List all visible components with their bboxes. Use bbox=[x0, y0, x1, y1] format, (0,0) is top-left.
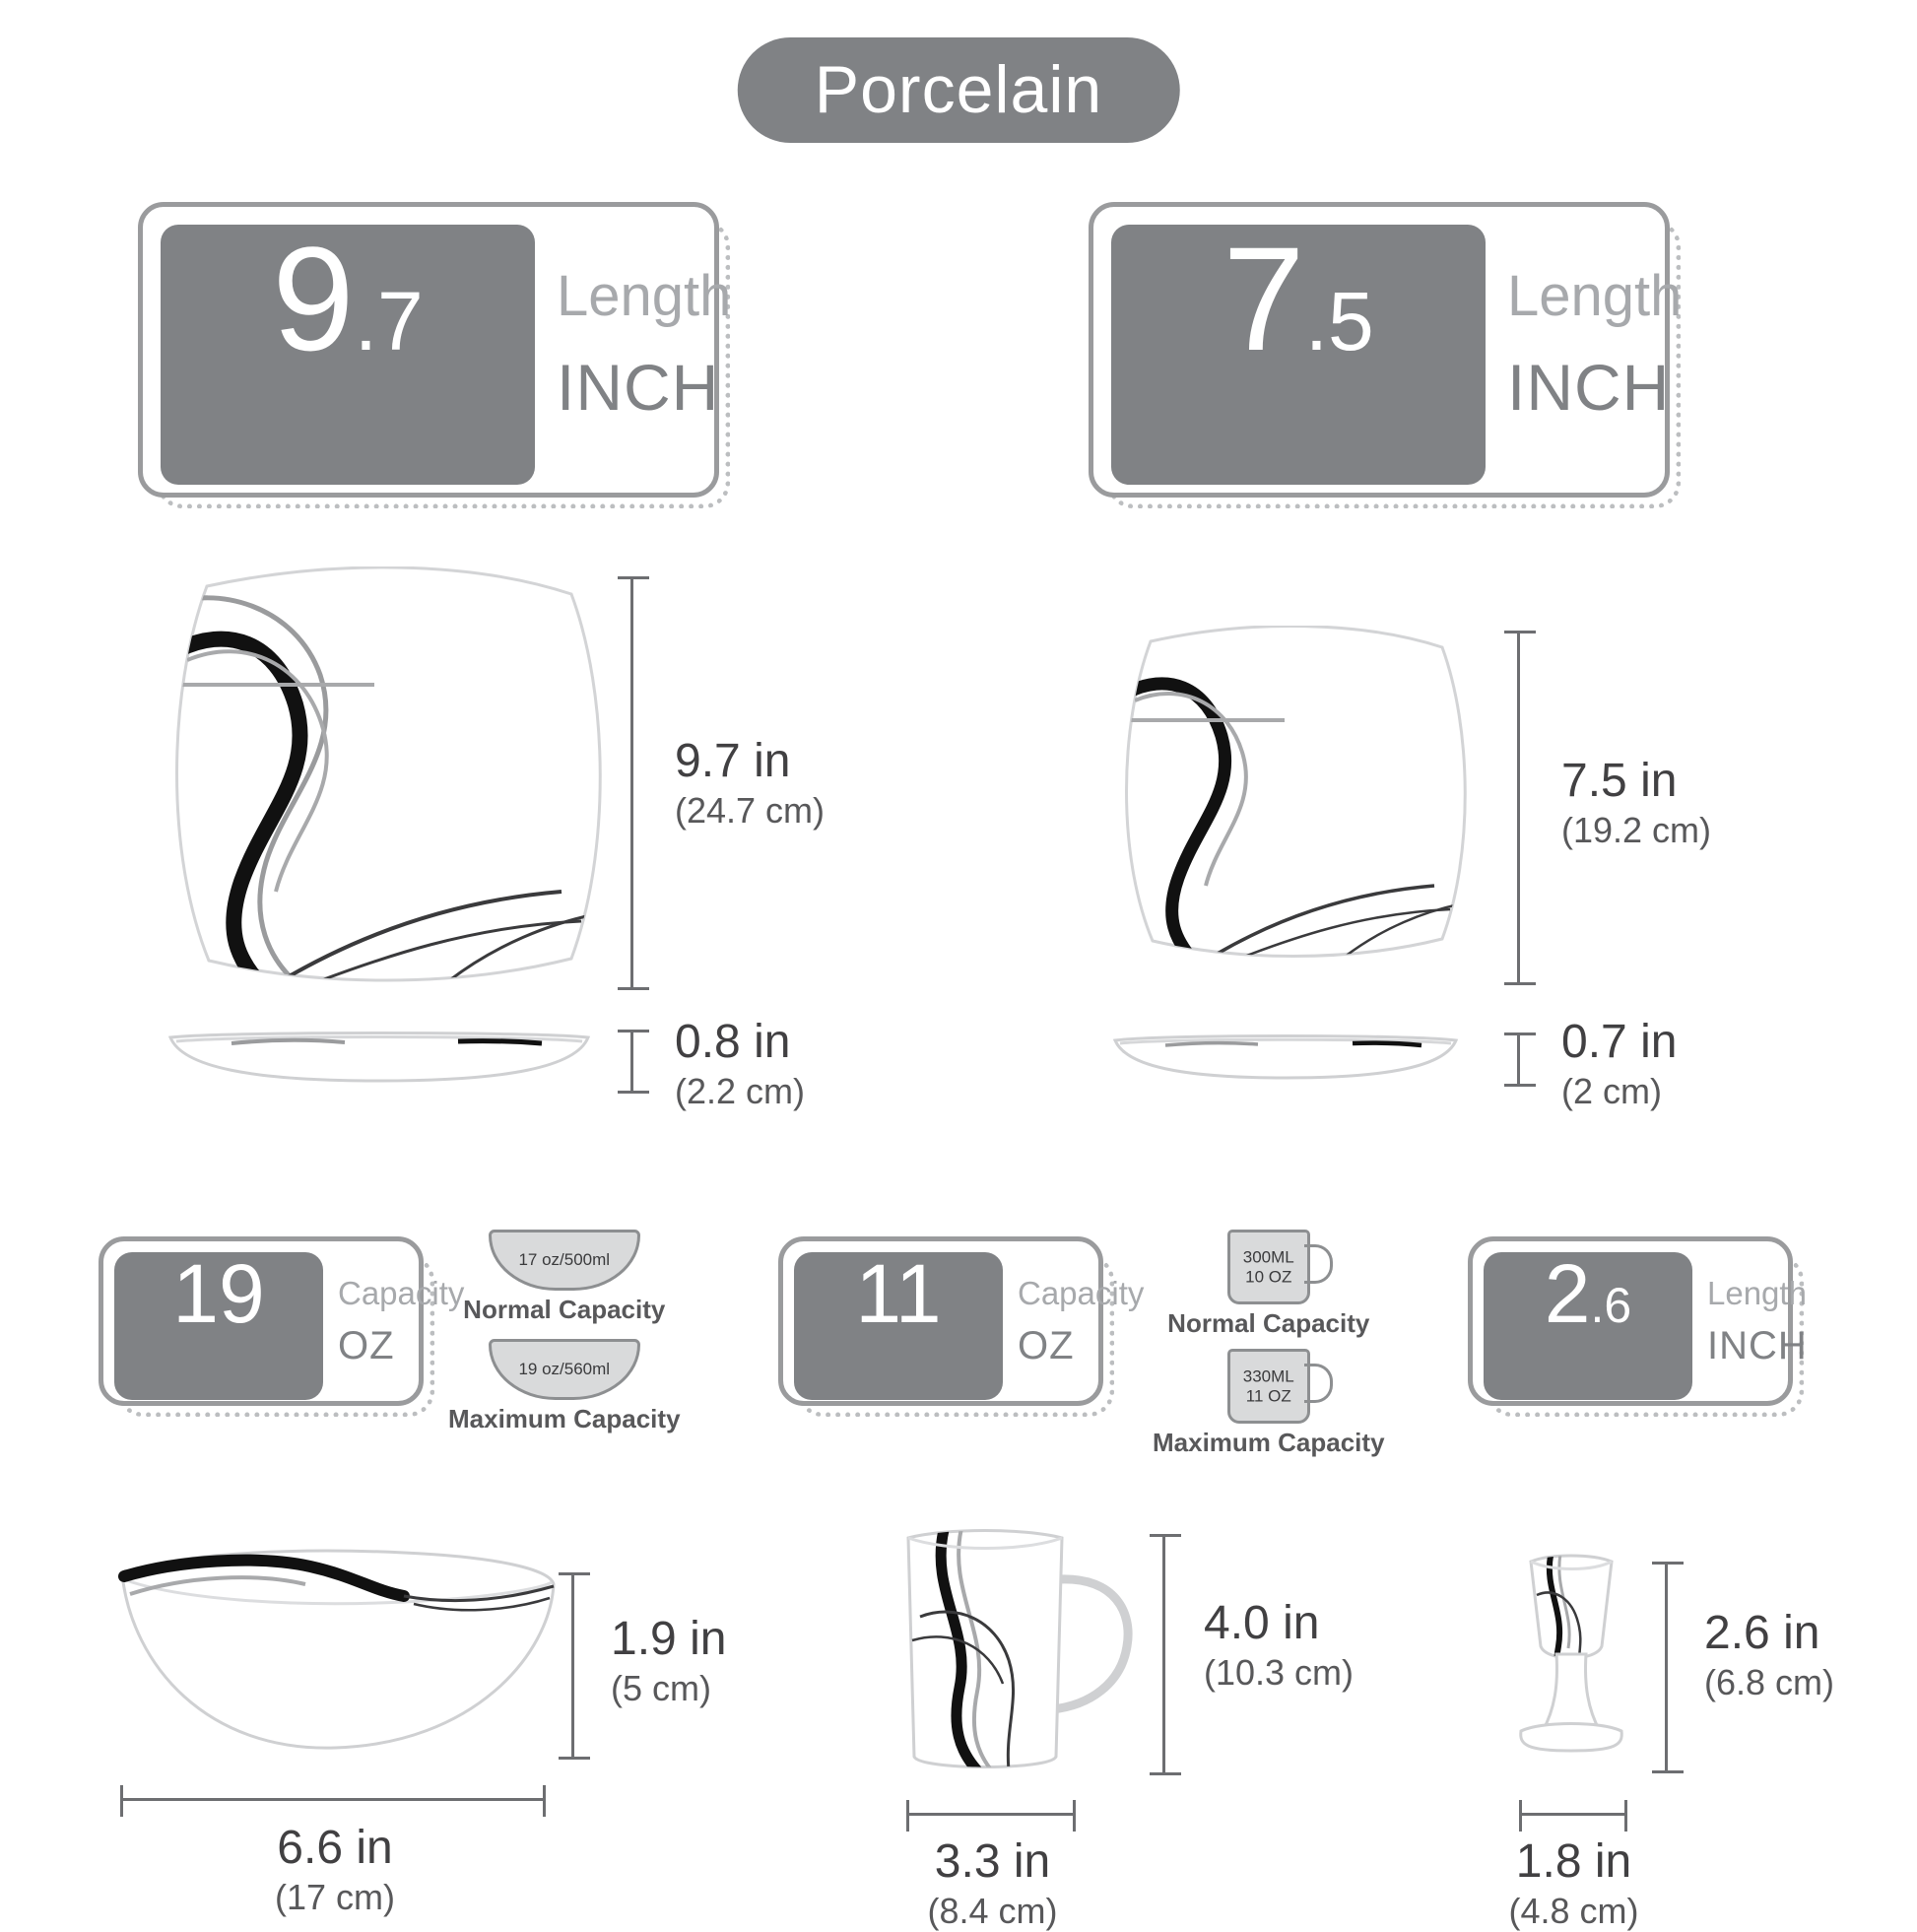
bowl-icon bbox=[489, 1230, 640, 1291]
dim-label-dinner-plate-height bbox=[675, 734, 825, 832]
mug-maximum-caption: Maximum Capacity bbox=[1153, 1428, 1385, 1457]
badge-value-block bbox=[794, 1247, 1003, 1400]
mug-normal-ml: 300ML bbox=[1242, 1247, 1294, 1267]
mug-normal-oz: 10 OZ bbox=[1245, 1267, 1292, 1286]
dim-line-egg-cup-width bbox=[1519, 1813, 1627, 1816]
mug-maximum-capacity bbox=[1153, 1349, 1385, 1458]
bowl-image bbox=[108, 1547, 562, 1773]
badge-value-int: 19 bbox=[172, 1247, 265, 1340]
badge-value-dec: .5 bbox=[1304, 275, 1374, 367]
badge-value-block bbox=[114, 1247, 323, 1400]
value-cm: (8.4 cm) bbox=[927, 1890, 1058, 1931]
dim-line-dessert-plate-thickness bbox=[1517, 1033, 1520, 1087]
dim-label-mug-width bbox=[887, 1834, 1098, 1932]
badge-value-int: 11 bbox=[855, 1247, 942, 1340]
mug-max-oz: 11 OZ bbox=[1245, 1386, 1291, 1405]
badge-unit: INCH bbox=[557, 351, 720, 424]
value-inch: 0.7 in bbox=[1561, 1016, 1678, 1068]
badge-unit: INCH bbox=[1507, 351, 1671, 424]
badge-value-int: 2 bbox=[1544, 1247, 1591, 1340]
mug-max-value bbox=[1243, 1366, 1294, 1405]
badge-unit: OZ bbox=[338, 1324, 395, 1367]
dim-line-mug-height bbox=[1162, 1534, 1165, 1775]
mug-normal-caption: Normal Capacity bbox=[1167, 1308, 1370, 1338]
dim-label-dessert-plate-height bbox=[1561, 754, 1711, 851]
value-cm: (10.3 cm) bbox=[1204, 1651, 1355, 1693]
badge-value-block bbox=[1111, 216, 1486, 485]
mug-normal-value bbox=[1243, 1247, 1294, 1286]
value-inch: 6.6 in bbox=[277, 1822, 393, 1874]
badge-mug-capacity bbox=[778, 1236, 1145, 1406]
badge-label: Length bbox=[1707, 1275, 1807, 1311]
dim-line-dinner-plate-thickness bbox=[630, 1030, 633, 1094]
bowl-max-value: 19 oz/560ml bbox=[518, 1360, 611, 1379]
badge-label: Length bbox=[557, 264, 732, 328]
badge-value-int: 9 bbox=[272, 216, 355, 381]
egg-cup-image bbox=[1497, 1552, 1645, 1778]
badge-label: Capacity bbox=[338, 1275, 465, 1311]
dim-label-bowl-height bbox=[611, 1612, 726, 1709]
dim-label-egg-cup-height bbox=[1704, 1606, 1834, 1703]
dim-label-egg-cup-width bbox=[1473, 1834, 1675, 1932]
badge-label: Capacity bbox=[1018, 1275, 1145, 1311]
dim-line-dessert-plate-height bbox=[1517, 631, 1520, 985]
value-inch: 0.8 in bbox=[675, 1016, 791, 1068]
dinner-plate-side-image bbox=[163, 1020, 596, 1089]
badge-value-dec: .6 bbox=[1590, 1278, 1632, 1333]
dessert-plate-side-image bbox=[1108, 1025, 1463, 1086]
dim-line-mug-width bbox=[906, 1813, 1076, 1816]
bowl-capacity-graphics bbox=[448, 1230, 681, 1434]
bowl-maximum-capacity bbox=[448, 1339, 681, 1434]
bowl-icon bbox=[489, 1339, 640, 1400]
badge-egg-cup-length bbox=[1468, 1236, 1808, 1406]
dim-line-egg-cup-height bbox=[1665, 1562, 1668, 1773]
badge-dinner-plate-length bbox=[138, 202, 732, 498]
mug-image bbox=[887, 1522, 1143, 1778]
badge-unit: INCH bbox=[1707, 1324, 1808, 1367]
badge-value-dec: .7 bbox=[354, 275, 424, 367]
dim-line-bowl-width bbox=[120, 1798, 546, 1801]
page-title: Porcelain bbox=[738, 37, 1180, 143]
value-cm: (5 cm) bbox=[611, 1667, 711, 1708]
dessert-plate-image bbox=[1103, 626, 1487, 966]
badge-dessert-plate-length bbox=[1089, 202, 1683, 498]
value-inch: 7.5 in bbox=[1561, 755, 1678, 807]
dim-label-dessert-plate-thickness bbox=[1561, 1015, 1677, 1112]
badge-value-block bbox=[1484, 1247, 1692, 1400]
dinner-plate-image bbox=[148, 566, 630, 990]
badge-label: Length bbox=[1507, 264, 1683, 328]
value-cm: (2 cm) bbox=[1561, 1070, 1662, 1111]
value-cm: (24.7 cm) bbox=[675, 789, 826, 831]
value-cm: (2.2 cm) bbox=[675, 1070, 806, 1111]
dim-label-mug-height bbox=[1204, 1596, 1354, 1694]
mug-max-ml: 330ML bbox=[1242, 1366, 1294, 1386]
value-cm: (17 cm) bbox=[274, 1876, 395, 1917]
value-inch: 1.8 in bbox=[1515, 1835, 1632, 1888]
mug-capacity-graphics bbox=[1153, 1230, 1385, 1458]
value-cm: (19.2 cm) bbox=[1561, 809, 1712, 850]
value-inch: 3.3 in bbox=[934, 1835, 1051, 1888]
badge-bowl-capacity bbox=[99, 1236, 465, 1406]
dim-line-dinner-plate-height bbox=[630, 576, 633, 990]
value-cm: (6.8 cm) bbox=[1704, 1661, 1835, 1702]
mug-icon bbox=[1227, 1230, 1310, 1304]
badge-value-block bbox=[161, 216, 535, 485]
value-inch: 2.6 in bbox=[1704, 1607, 1820, 1659]
value-cm: (4.8 cm) bbox=[1508, 1890, 1639, 1931]
dim-label-bowl-width bbox=[177, 1821, 493, 1918]
bowl-maximum-caption: Maximum Capacity bbox=[448, 1404, 681, 1433]
bowl-normal-value: 17 oz/500ml bbox=[518, 1250, 611, 1270]
value-inch: 9.7 in bbox=[675, 735, 791, 787]
badge-unit: OZ bbox=[1018, 1324, 1075, 1367]
badge-value-int: 7 bbox=[1223, 216, 1305, 381]
dim-line-bowl-height bbox=[571, 1572, 574, 1760]
value-inch: 1.9 in bbox=[611, 1613, 727, 1665]
mug-icon bbox=[1227, 1349, 1310, 1424]
bowl-normal-capacity bbox=[448, 1230, 681, 1325]
dim-label-dinner-plate-thickness bbox=[675, 1015, 805, 1112]
value-inch: 4.0 in bbox=[1204, 1597, 1320, 1649]
mug-normal-capacity bbox=[1153, 1230, 1385, 1339]
bowl-normal-caption: Normal Capacity bbox=[463, 1295, 666, 1324]
